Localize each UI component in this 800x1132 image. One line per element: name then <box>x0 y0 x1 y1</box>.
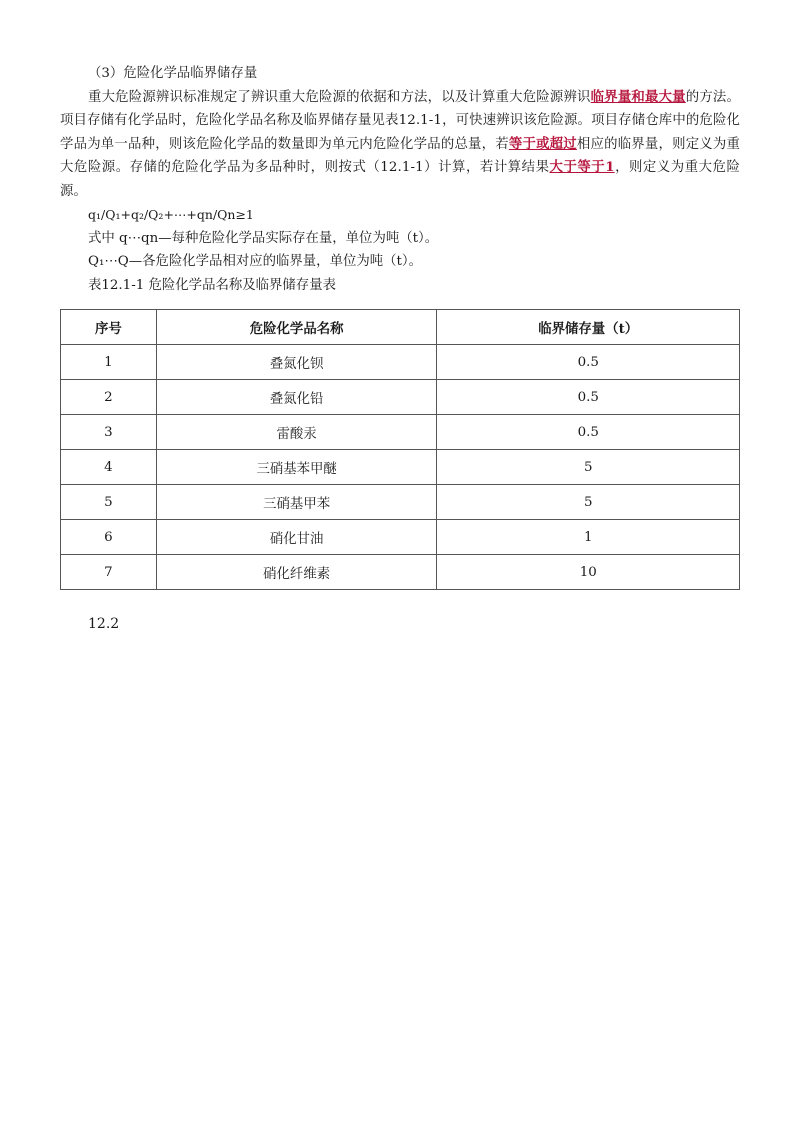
table-row <box>61 345 740 380</box>
cell-index: 4 <box>61 450 157 485</box>
cell-quantity: 0.5 <box>437 415 740 450</box>
table-row <box>61 520 740 555</box>
paragraph-text: 的方法。项目存储有化学品时，危险化学品名称及临界储存量见表12.1-1，可快速辨识该危险源。项目存储仓库中的危险化学品为单一品种，则该危险化学品的数量即为单元内危险化学品的总量，若 <box>60 89 741 152</box>
header-index: 序号 <box>61 310 157 345</box>
highlight-equal-exceed: 等于或超过 <box>508 135 577 152</box>
table-row <box>61 450 740 485</box>
header-quantity: 临界储存量（t） <box>437 310 740 345</box>
cell-name: 叠氮化铅 <box>156 380 437 415</box>
cell-quantity: 1 <box>437 520 740 555</box>
paragraph-text: 相应的临界量，则定义为重大危险源。存储的危险化学品为多品种时，则按式（12.1-1）计算，若计算结果 <box>60 136 741 175</box>
cell-index: 3 <box>61 415 157 450</box>
document-body <box>60 62 740 297</box>
cell-index: 6 <box>61 520 157 555</box>
cell-quantity: 0.5 <box>437 380 740 415</box>
cell-quantity: 5 <box>437 450 740 485</box>
cell-name: 叠氮化钡 <box>156 345 437 380</box>
cell-index: 5 <box>61 485 157 520</box>
cell-index: 2 <box>61 380 157 415</box>
chemical-table <box>60 309 740 590</box>
table-caption: 表12.1-1 危险化学品名称及临界储存量表 <box>88 277 336 293</box>
cell-quantity: 0.5 <box>437 345 740 380</box>
highlight-gte-one: 大于等于1 <box>549 159 615 175</box>
cell-quantity: 5 <box>437 485 740 520</box>
paragraph-text: ，则定义为重大危险源。 <box>60 160 740 199</box>
cell-name: 雷酸汞 <box>156 415 437 450</box>
section-heading: （3）危险化学品临界储存量 <box>88 66 258 81</box>
table-row <box>61 415 740 450</box>
cell-name: 三硝基苯甲醚 <box>156 450 437 485</box>
table-row <box>61 555 740 590</box>
header-name: 危险化学品名称 <box>156 310 437 345</box>
cell-name: 硝化纤维素 <box>156 555 437 590</box>
table-header-row <box>61 310 740 345</box>
definition-Q: Q₁⋯Q—各危险化学品相对应的临界量，单位为吨（t）。 <box>88 254 422 269</box>
highlight-critical-max: 临界量和最大量 <box>590 88 686 105</box>
table-row <box>61 485 740 520</box>
table-row <box>61 380 740 415</box>
formula: q₁/Q₁+q₂/Q₂+⋯+qn/Qn≥1 <box>88 207 254 222</box>
next-section-number: 12.2 <box>88 616 120 632</box>
cell-index: 7 <box>61 555 157 590</box>
paragraph-main <box>60 86 740 204</box>
definition-q: 式中 q⋯qn—每种危险化学品实际存在量，单位为吨（t）。 <box>88 230 439 246</box>
cell-index: 1 <box>61 345 157 380</box>
cell-name: 硝化甘油 <box>156 520 437 555</box>
cell-name: 三硝基甲苯 <box>156 485 437 520</box>
cell-quantity: 10 <box>437 555 740 590</box>
paragraph-text: 重大危险源辨识标准规定了辨识重大危险源的依据和方法，以及计算重大危险源辨识 <box>88 89 591 105</box>
